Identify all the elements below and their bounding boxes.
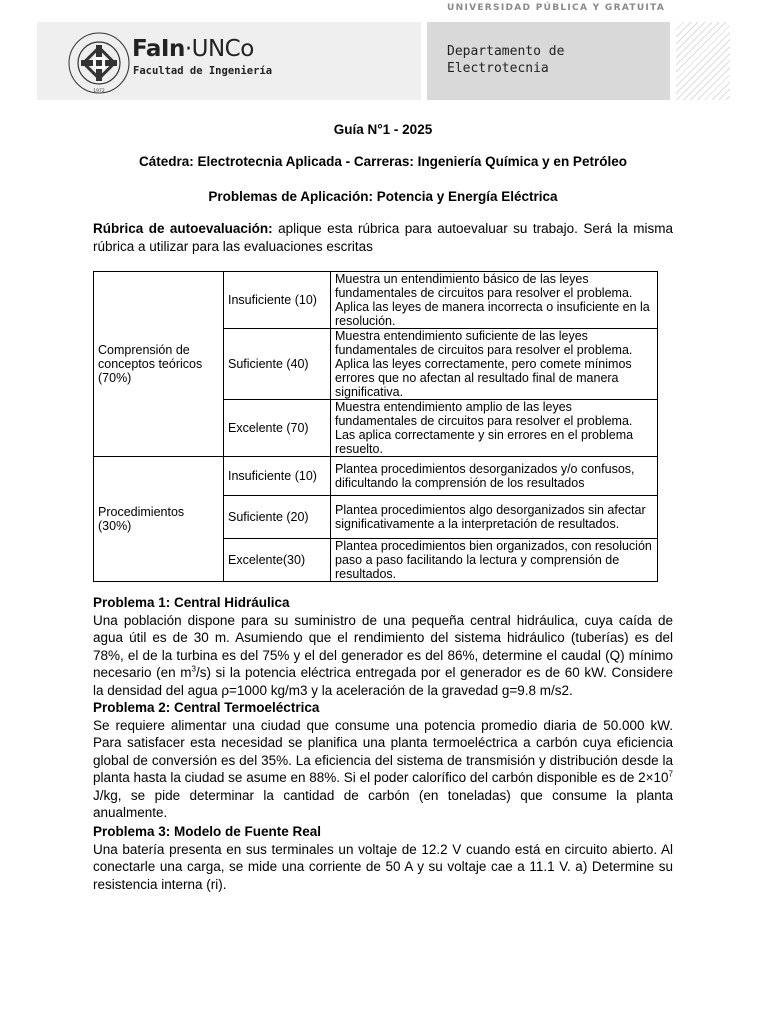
description-cell: Plantea procedimientos algo desorganizados sin afectar significativamente a la interpretación de resultados. (331, 496, 658, 539)
criterion-cell: Comprensión de conceptos teóricos (70%) (94, 272, 224, 457)
seal-year: 1972 (93, 89, 105, 94)
subject-title: Problemas de Aplicación: Potencia y Energía Eléctrica (208, 189, 558, 204)
description-cell: Muestra un entendimiento básico de las leyes fundamentales de circuitos para resolver el problema. Aplica las leyes de manera incorrecta o insuficiente en la resolución. (331, 272, 658, 329)
guide-title: Guía N°1 - 2025 (333, 122, 433, 137)
description-cell: Plantea procedimientos bien organizados, con resolución paso a paso facilitando la lectura y comprensión de resultados. (331, 539, 658, 582)
problem-1 (93, 594, 673, 699)
faculty-name: Facultad de Ingeniería (133, 65, 273, 77)
problem-3-text: Una batería presenta en sus terminales un voltaje de 12.2 V cuando está en circuito abierto. Al conectarle una carga, se mide una corriente de 50 A y su voltaje cae a 11.1 V. a) Determine su resistencia interna (ri). (93, 841, 673, 892)
level-cell: Insuficiente (10) (224, 457, 331, 496)
problem-3 (93, 823, 673, 893)
level-cell: Insuficiente (10) (224, 272, 331, 329)
rubric-table (93, 271, 658, 582)
catedra-line: Cátedra: Electrotecnia Aplicada - Carreras: Ingeniería Química y en Petróleo (139, 154, 627, 169)
level-cell: Excelente(30) (224, 539, 331, 582)
rubric-intro: Rúbrica de autoevaluación: aplique esta rúbrica para autoevaluar su trabajo. Será la misma rúbrica a utilizar para las evaluaciones escritas (93, 221, 673, 254)
problem-2-title: Problema 2: Central Termoeléctrica (93, 700, 320, 715)
faculty-logo: FaIn·UNCo (132, 36, 254, 62)
table-row (94, 272, 658, 329)
university-seal-icon (68, 32, 130, 94)
level-cell: Suficiente (20) (224, 496, 331, 539)
problem-1-text: Una población dispone para su suministro de una pequeña central hidráulica, cuya caída de agua útil es de 30 m. Asumiendo que el rendimiento del sistema hidráulico (tuberías) es del 78%, el de la turbina es del 75% y el del generador es del 86%, determine el caudal (Q) mínimo necesario (en $m^3/s$) si la potencia eléctrica entregada por el generador es de 60 kW. Considere la densidad del agua ρ=1000 kg/m3 y la aceleración de la gravedad g=9.8 m/s2. (93, 612, 674, 698)
department-name: Departamento de Electrotecnia (447, 44, 565, 76)
description-cell: Plantea procedimientos desorganizados y/o confusos, dificultando la comprensión de los resultados (331, 457, 658, 496)
description-cell: Muestra entendimiento suficiente de las leyes fundamentales de circuitos para resolver el problema. Aplica las leyes correctamente, pero comete mínimos errores que no afectan al resultado final de manera significativa. (331, 329, 658, 400)
problem-2 (93, 699, 673, 822)
decorative-hatch (676, 22, 730, 100)
problem-3-title: Problema 3: Modelo de Fuente Real (93, 824, 322, 839)
university-tagline: UNIVERSIDAD PÚBLICA Y GRATUITA (447, 3, 666, 13)
criterion-cell: Procedimientos (30%) (94, 457, 224, 582)
level-cell: Suficiente (40) (224, 329, 331, 400)
level-cell: Excelente (70) (224, 400, 331, 457)
problem-1-title: Problema 1: Central Hidráulica (93, 595, 290, 610)
problem-2-text: Se requiere alimentar una ciudad que consume una potencia promedio diaria de 50.000 kW. Para satisfacer esta necesidad se planifica una planta termoeléctrica a carbón cuya eficiencia global de conversión es del 35%. La eficiencia del sistema de transmisión y distribución desde la planta hasta la ciudad se asume en 88%. Si el poder calorífico del carbón disponible es de $2\times 10^7$ J/kg, se pide determinar la cantidad de carbón (en toneladas) que consume la planta anualmente. (93, 717, 673, 820)
description-cell: Muestra entendimiento amplio de las leyes fundamentales de circuitos para resolver el problema. Las aplica correctamente y sin errores en el problema resuelto. (331, 400, 658, 457)
table-row (94, 457, 658, 496)
